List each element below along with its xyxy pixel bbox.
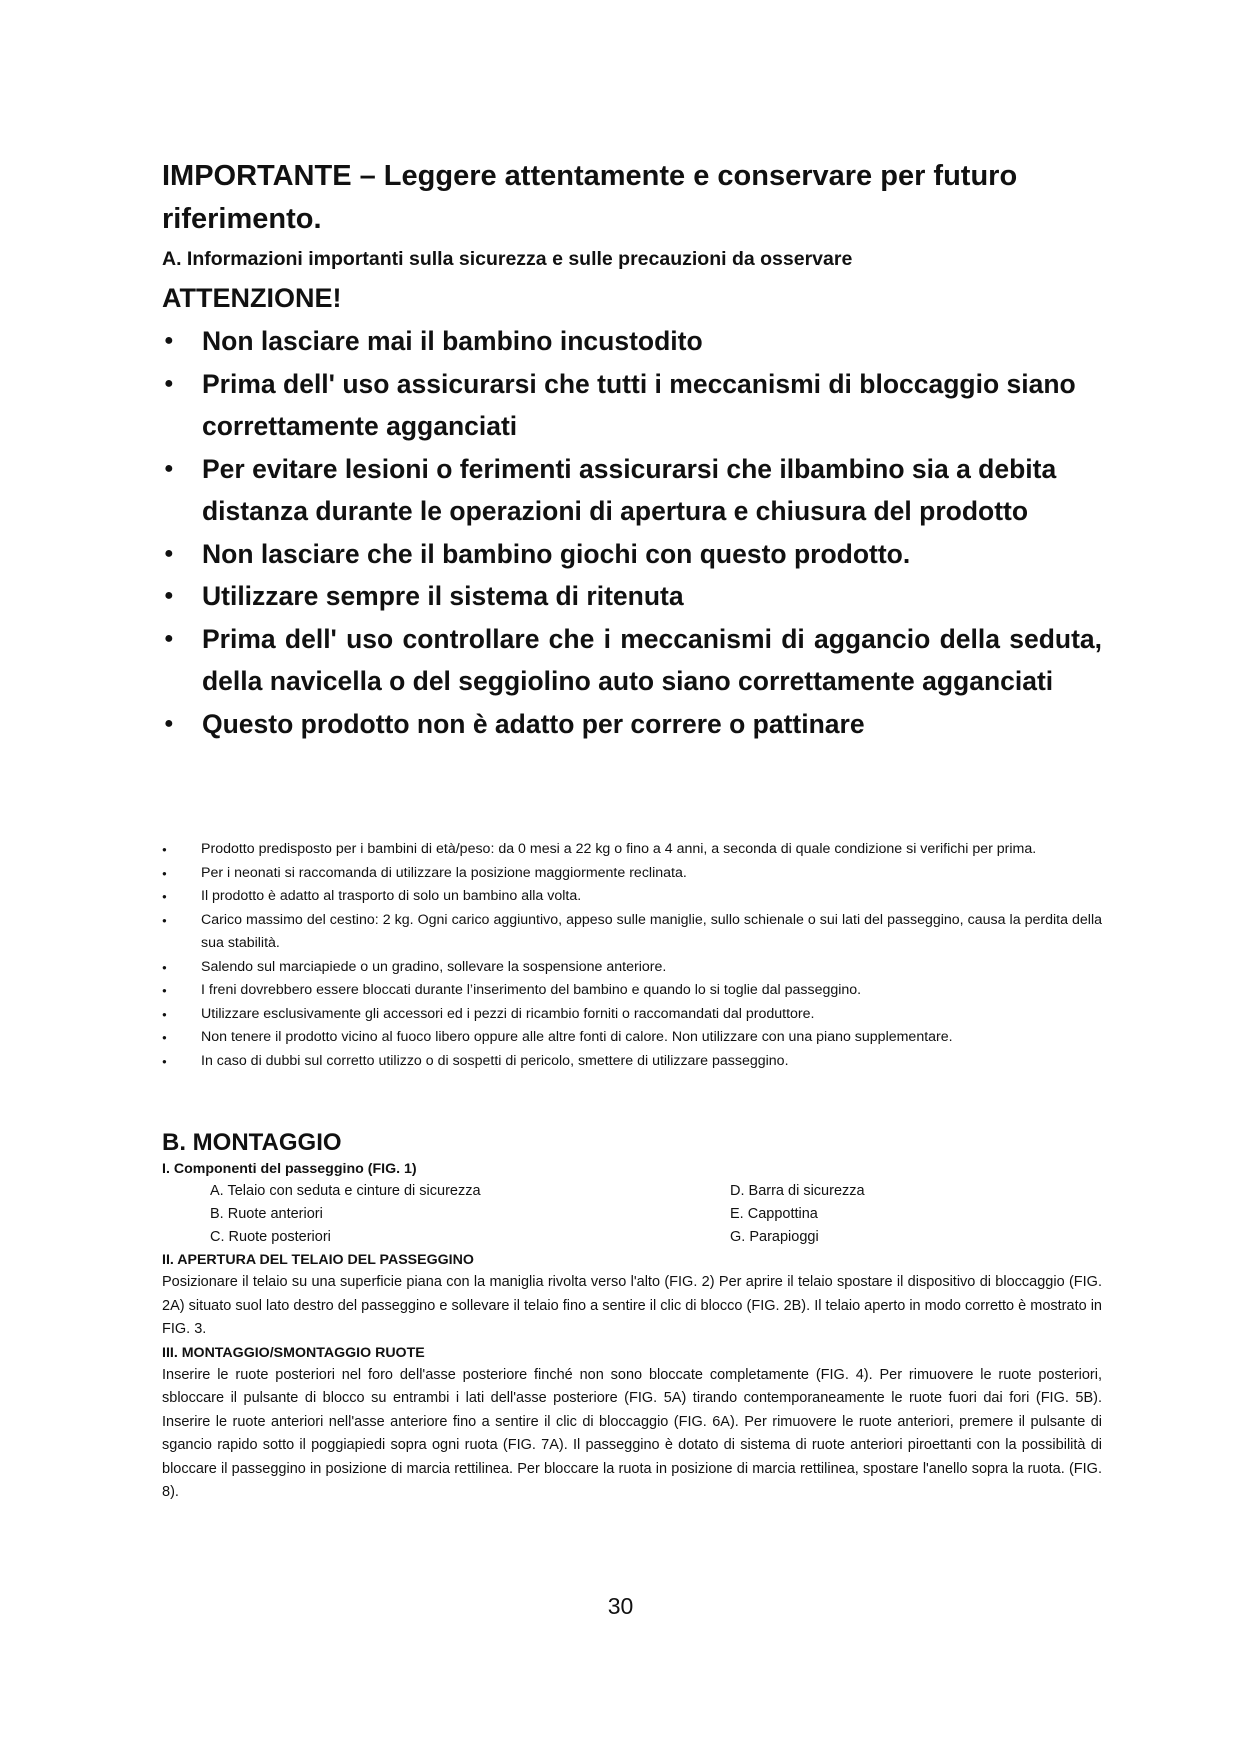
section-a-heading: A. Informazioni importanti sulla sicurezza e sulle precauzioni da osservare — [162, 248, 853, 270]
list-item: ● Prima dell' uso assicurarsi che tutti i meccanismi di bloccaggio siano correttamente agganciati — [162, 363, 1102, 448]
list-item: ● Prodotto predisposto per i bambini di età/peso: da 0 mesi a 22 kg o fino a 4 anni, a seconda di quale condizione si verifichi per prima. — [162, 838, 1102, 862]
opening-heading: II. APERTURA DEL TELAIO DEL PASSEGGINO — [162, 1252, 474, 1268]
list-item: ● I freni dovrebbero essere bloccati durante l’inserimento del bambino e quando lo si toglie dal passeggino. — [162, 979, 1102, 1003]
list-item: ● Prima dell' uso controllare che i meccanismi di aggancio della seduta, della navicella o del seggiolino auto siano correttamente agganciati — [162, 618, 1102, 703]
list-item: ● Non lasciare che il bambino giochi con questo prodotto. — [162, 533, 1102, 576]
component-item: A. Telaio con seduta e cinture di sicurezza — [210, 1183, 481, 1199]
component-item: D. Barra di sicurezza — [730, 1183, 865, 1199]
page-number: 30 — [607, 1593, 634, 1619]
list-item: ● In caso di dubbi sul corretto utilizzo o di sospetti di pericolo, smettere di utilizzare passeggino. — [162, 1050, 1102, 1074]
major-warnings-list — [162, 320, 1102, 745]
page-title: IMPORTANTE – Leggere attentamente e conservare per futuro riferimento. — [162, 160, 1018, 235]
component-item: E. Cappottina — [730, 1206, 818, 1222]
list-item: ● Questo prodotto non è adatto per correre o pattinare — [162, 703, 1102, 746]
list-item: ● Salendo sul marciapiede o un gradino, sollevare la sospensione anteriore. — [162, 956, 1102, 980]
component-item: G. Parapioggi — [730, 1229, 819, 1245]
warning-heading: ATTENZIONE! — [162, 283, 342, 313]
component-item: C. Ruote posteriori — [210, 1229, 331, 1245]
wheels-paragraph: Inserire le ruote posteriori nel foro dell'asse posteriore finché non sono bloccate completamente (FIG. 4). Per rimuovere le ruote posteriori, sbloccare il pulsante di blocco su entrambi i lati dell'asse posteriore (FIG. 5A) tirando contemporaneamente le ruote fuori dai fori (FIG. 5B). Inserire le ruote anteriori nell'asse anteriore fino a sentire il clic di bloccaggio (FIG. 6A). Per rimuovere le ruote anteriori, premere il pulsante di sgancio rapido sotto il poggiapiedi sopra ogni ruota (FIG. 7A). Il passeggino è dotato di sistema di ruote anteriori piroettanti con la possibilità di bloccare il passeggino in posizione di marcia rettilinea. Per bloccare la ruota in posizione di marcia rettilinea, spostare l'anello sopra la ruota. (FIG. 8). — [162, 1366, 1102, 1500]
section-b — [162, 1128, 1102, 1505]
section-b-heading: B. MONTAGGIO — [162, 1129, 342, 1156]
component-item: B. Ruote anteriori — [210, 1206, 323, 1222]
minor-warnings-list — [162, 838, 1102, 1073]
list-item: ● Non lasciare mai il bambino incustodito — [162, 320, 1102, 363]
list-item: ● Per evitare lesioni o ferimenti assicurarsi che ilbambino sia a debita distanza durante le operazioni di apertura e chiusura del prodotto — [162, 448, 1102, 533]
list-item: ● Il prodotto è adatto al trasporto di solo un bambino alla volta. — [162, 885, 1102, 909]
components-list — [162, 1180, 1102, 1249]
list-item: ● Utilizzare esclusivamente gli accessori ed i pezzi di ricambio forniti o raccomandati dal produttore. — [162, 1003, 1102, 1027]
list-item: ● Per i neonati si raccomanda di utilizzare la posizione maggiormente reclinata. — [162, 862, 1102, 886]
wheels-heading: III. MONTAGGIO/SMONTAGGIO RUOTE — [162, 1344, 425, 1361]
list-item: ● Utilizzare sempre il sistema di ritenuta — [162, 575, 1102, 618]
opening-paragraph: Posizionare il telaio su una superficie piana con la maniglia rivolta verso l'alto (FIG. 2) Per aprire il telaio spostare il dispositivo di bloccaggio (FIG. 2A) situato suol lato destro del passeggino e sollevare il telaio fino a sentire il clic di blocco (FIG. 2B). Il telaio aperto in modo corretto è mostrato in FIG. 3. — [162, 1274, 1102, 1337]
list-item: ● Non tenere il prodotto vicino al fuoco libero oppure alle altre fonti di calore. Non utilizzare con una piano supplementare. — [162, 1026, 1102, 1050]
list-item: ● Carico massimo del cestino: 2 kg. Ogni carico aggiuntivo, appeso sulle maniglie, sullo schienale o sui lati del passeggino, causa la perdita della sua stabilità. — [162, 909, 1102, 956]
components-heading: I. Componenti del passeggino (FIG. 1) — [162, 1161, 417, 1177]
